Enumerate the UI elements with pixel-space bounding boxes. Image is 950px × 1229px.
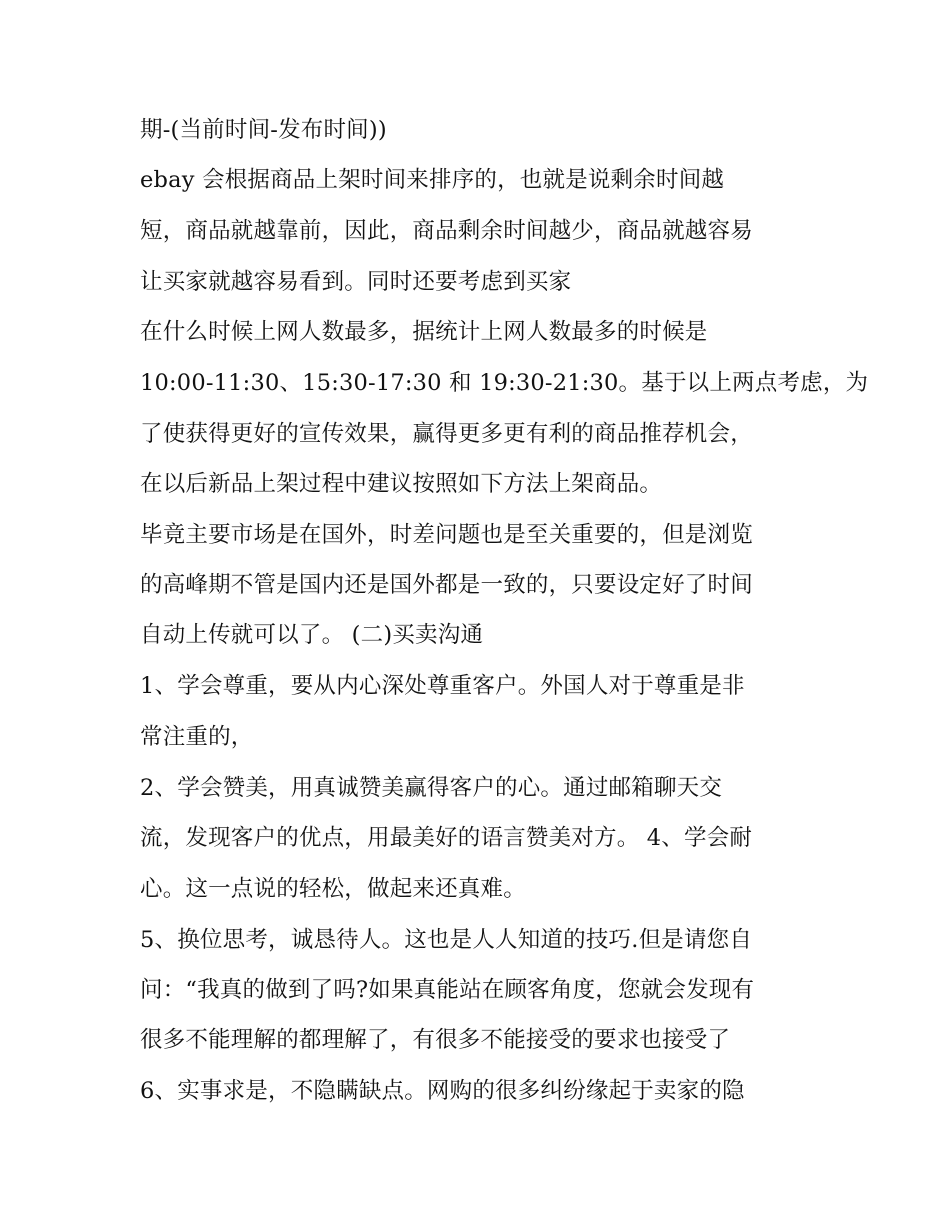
text-line: 10:00-11:30、15:30-17:30 和 19:30-21:30。基于以上两点考虑，为 bbox=[140, 370, 869, 396]
text-line: 短，商品就越靠前，因此，商品剩余时间越少，商品就越容易 bbox=[140, 218, 753, 244]
text-line: 让买家就越容易看到。同时还要考虑到买家 bbox=[140, 269, 572, 295]
text-line: 了使获得更好的宣传效果，赢得更多更有利的商品推荐机会， bbox=[140, 421, 753, 447]
text-line: 在以后新品上架过程中建议按照如下方法上架商品。 bbox=[140, 471, 663, 497]
text-line: 2、学会赞美，用真诚赞美赢得客户的心。通过邮箱聊天交 bbox=[140, 775, 723, 801]
text-line: 心。这一点说的轻松，做起来还真难。 bbox=[140, 876, 526, 902]
text-line: 期-(当前时间-发布时间)) bbox=[140, 117, 387, 143]
text-line: 1、学会尊重，要从内心深处尊重客户。外国人对于尊重是非 bbox=[140, 673, 745, 699]
text-line: 6、实事求是，不隐瞒缺点。网购的很多纠纷缘起于卖家的隐 bbox=[140, 1078, 745, 1104]
text-line: 很多不能理解的都理解了，有很多不能接受的要求也接受了 bbox=[140, 1027, 731, 1053]
text-line: 在什么时候上网人数最多，据统计上网人数最多的时候是 bbox=[140, 319, 708, 345]
text-line: 常注重的， bbox=[140, 724, 254, 750]
text-line: 自动上传就可以了。 (二)买卖沟通 bbox=[140, 622, 484, 648]
text-line: 5、换位思考，诚恳待人。这也是人人知道的技巧.但是请您自 bbox=[140, 927, 753, 953]
text-line: 毕竟主要市场是在国外，时差问题也是至关重要的，但是浏览 bbox=[140, 522, 753, 548]
text-line: 的高峰期不管是国内还是国外都是一致的，只要设定好了时间 bbox=[140, 572, 753, 598]
text-line: ebay 会根据商品上架时间来排序的，也就是说剩余时间越 bbox=[140, 167, 725, 193]
text-line: 流，发现客户的优点，用最美好的语言赞美对方。 4、学会耐 bbox=[140, 825, 753, 851]
text-line: 问：“我真的做到了吗?如果真能站在顾客角度，您就会发现有 bbox=[140, 977, 755, 1003]
